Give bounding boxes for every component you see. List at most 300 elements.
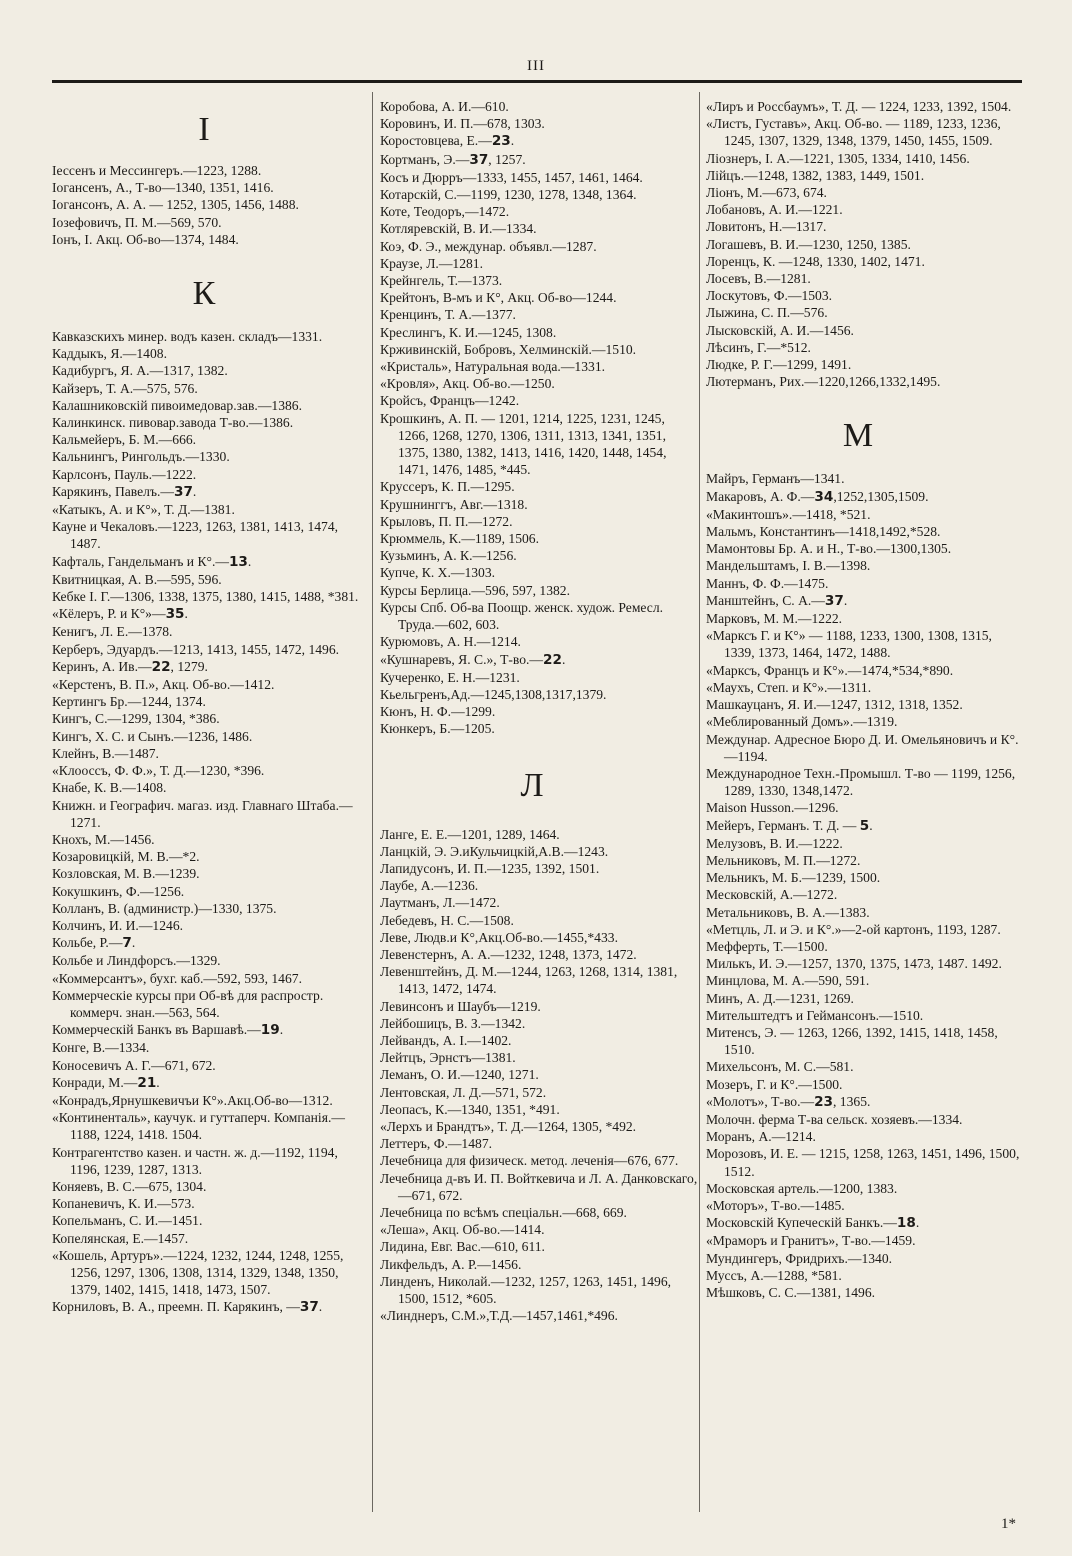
index-entry: [52, 710, 370, 727]
index-entry: [52, 362, 370, 379]
index-entry: [706, 627, 1024, 661]
index-entry: [52, 1230, 370, 1247]
entry-text: Машкауцанъ, Я. И.—1247, 1312, 1318, 1352.: [706, 697, 963, 713]
entry-text: Левинсонъ и Шаубъ—1219.: [380, 998, 541, 1014]
entry-text: Коровинъ, И. П.—678, 1303.: [380, 116, 545, 132]
entry-text: Крошкинъ, А. П. — 1201, 1214, 1225, 1231, 1245, 1266, 1268, 1270, 1306, 1311, 1313, 1341, 1351, 1375, 1380, 1382, 1413, 1416, 1420, 1448, 1454, 1471, 1476, 1485, *445.: [380, 410, 667, 478]
entry-text: Ловитонъ, Н.—1317.: [706, 219, 827, 235]
entry-text: «Кошель, Артуръ».—1224, 1232, 1244, 1248, 1255, 1256, 1297, 1306, 1308, 1314, 1329, 1348, 1350, 1379, 1402, 1415, 1418, 1473, 1507.: [52, 1247, 344, 1298]
entry-text: Молочн. ферма Т-ва сельск. хозяевъ.—1334.: [706, 1111, 963, 1127]
entry-text: Митенсъ, Э. — 1263, 1266, 1392, 1415, 1418, 1458, 1510.: [706, 1024, 998, 1058]
index-entry: [380, 826, 698, 843]
entry-text: Козаровицкій, М. В.—*2.: [52, 849, 200, 865]
index-entry: [380, 1152, 698, 1169]
index-entry: [380, 1170, 698, 1204]
entry-text: Клейнъ, В.—1487.: [52, 745, 159, 761]
entry-text: «Метцль, Л. и Э. и К°.»—2-ой картонъ, 1193, 1287.: [706, 921, 1001, 937]
entry-text: «Молотъ», Т-во.—: [706, 1093, 815, 1109]
entry-text: Кройсъ, Францъ—1242.: [380, 393, 520, 409]
entry-text: Карякинъ, Павелъ.—: [52, 483, 174, 499]
entry-text: Майръ, Германъ—1341.: [706, 471, 845, 487]
entry-text: Коносевичъ А. Г.—671, 672.: [52, 1057, 216, 1073]
index-entry: [380, 375, 698, 392]
entry-text: «Меблированный Домъ».—1319.: [706, 714, 898, 730]
index-entry: [52, 214, 370, 231]
index-entry: [380, 220, 698, 237]
entry-text: Котарскій, С.—1199, 1230, 1278, 1348, 1364.: [380, 187, 637, 203]
entry-text: Кебке I. Г.—1306, 1338, 1375, 1380, 1415, 1488, *381.: [52, 589, 359, 605]
entry-text: Моранъ, А.—1214.: [706, 1129, 816, 1145]
section-letter: М: [842, 417, 874, 455]
index-entry: [706, 356, 1024, 373]
index-entry: [380, 651, 698, 669]
index-entry: [52, 1298, 370, 1316]
index-entry: [706, 470, 1024, 487]
index-entry: [52, 1178, 370, 1195]
index-entry: [52, 1247, 370, 1299]
index-entry: [706, 679, 1024, 696]
entry-text: Коте, Теодоръ,—1472.: [380, 204, 510, 220]
index-entry: [380, 998, 698, 1015]
entry-text: Iонъ, I. Акц. Об-во—1374, 1484.: [52, 231, 239, 247]
index-entry: [706, 540, 1024, 557]
entry-text: Ліознеръ, I. А.—1221, 1305, 1334, 1410, 1456.: [706, 150, 970, 166]
entry-text: Леттеръ, Ф.—1487.: [380, 1136, 493, 1152]
index-entry: [706, 236, 1024, 253]
index-entry: [380, 169, 698, 186]
index-entry: [706, 557, 1024, 574]
index-entry: [380, 669, 698, 686]
entry-bold-page: 7: [122, 935, 132, 952]
entry-text: Крживинскій, Бобровъ, Хелминскій.—1510.: [380, 341, 637, 357]
entry-text: Мефферть, Т.—1500.: [706, 938, 828, 954]
entry-text-after: .: [192, 483, 197, 499]
entry-text: Кортманъ, Э.—: [380, 151, 470, 167]
index-entry: [380, 272, 698, 289]
entry-text-after: .: [131, 935, 136, 951]
index-entry: [706, 904, 1024, 921]
entry-text: Кузьминъ, А. К.—1256.: [380, 548, 517, 564]
index-entry: [706, 98, 1024, 115]
entry-text: Краузе, Л.—1281.: [380, 255, 484, 271]
entry-text: Конради, М.—: [52, 1074, 138, 1090]
index-entry: [380, 238, 698, 255]
section-letter: Л: [520, 766, 544, 804]
entry-text: «Леша», Акц. Об-во.—1414.: [380, 1222, 545, 1238]
entry-text: Iогансонъ, А. А. — 1252, 1305, 1456, 1488.: [52, 197, 299, 213]
column-divider: [699, 92, 700, 1512]
entry-text: Леопасъ, К.—1340, 1351, *491.: [380, 1101, 560, 1117]
index-entry: [706, 167, 1024, 184]
entry-text-after: .: [318, 1299, 323, 1315]
index-entry: [380, 633, 698, 650]
entry-text: «Марксъ Г. и К°» — 1188, 1233, 1300, 1308, 1315, 1339, 1373, 1464, 1472, 1488.: [706, 628, 992, 661]
entry-text: Минъ, А. Д.—1231, 1269.: [706, 990, 854, 1006]
index-entry: [52, 676, 370, 693]
entry-text: Коростовцева, Е.—: [380, 133, 492, 149]
index-entry: [706, 799, 1024, 816]
index-entry: [380, 115, 698, 132]
entry-text: «Лиръ и Россбаумъ», Т. Д. — 1224, 1233, 1392, 1504.: [706, 99, 1012, 114]
entry-text: Колчинъ, И. И.—1246.: [52, 917, 184, 933]
entry-text: Кьельгренъ,Ад.—1245,1308,1317,1379.: [380, 686, 607, 702]
entry-text: Милькъ, И. Э.—1257, 1370, 1375, 1473, 1487. 1492.: [706, 956, 1002, 972]
index-entry: [52, 397, 370, 414]
signature-mark: 1*: [1001, 1516, 1016, 1532]
entry-bold-page: 37: [469, 151, 489, 168]
index-entry: [706, 270, 1024, 287]
entry-text: Курсы Спб. Об-ва Поощр. женск. худож. Ремесл. Труда.—602, 603.: [380, 599, 664, 633]
entry-text-after: , 1257.: [488, 151, 526, 167]
entry-text: «Кёлеръ, Р. и К°»—: [52, 606, 166, 622]
index-entry: [706, 592, 1024, 610]
index-column-2: [380, 98, 698, 1324]
index-entry: [706, 1267, 1024, 1284]
entry-text: Кнохъ, М.—1456.: [52, 831, 155, 847]
index-entry: [706, 201, 1024, 218]
index-entry: [52, 571, 370, 588]
entry-text: Кокушкинъ, Ф.—1256.: [52, 883, 185, 899]
entry-text: Копаневичъ, К. И.—573.: [52, 1196, 195, 1212]
index-entry: [380, 877, 698, 894]
index-entry: [52, 623, 370, 640]
index-entry: [380, 98, 698, 115]
entry-text: Кальмейеръ, Б. М.—666.: [52, 432, 197, 448]
index-entry: [380, 843, 698, 860]
index-entry: [706, 150, 1024, 167]
entry-bold-page: 18: [896, 1215, 916, 1232]
entry-text: Мельниковъ, М. П.—1272.: [706, 852, 861, 868]
entry-text: «Катыкъ, А. и К°», Т. Д.—1381.: [52, 502, 235, 518]
index-entry: [706, 972, 1024, 989]
entry-text-after: ,1252,1305,1509.: [833, 488, 929, 504]
section-letter: I: [198, 111, 210, 148]
index-entry: [52, 1212, 370, 1229]
entry-text-after: .: [279, 1022, 284, 1038]
entry-bold-page: 22: [151, 658, 171, 675]
index-entry: [52, 1057, 370, 1074]
entry-text: Леве, Людв.и К°,Акц.Об-во.—1455,*433.: [380, 929, 618, 945]
entry-text: Каддыкъ, Я.—1408.: [52, 346, 167, 362]
entry-text: Коэ, Ф. Э., междунар. объявл.—1287.: [380, 238, 597, 254]
index-entry: [706, 1197, 1024, 1214]
index-entry: [706, 1007, 1024, 1024]
entry-text: Михельсонъ, М. С.—581.: [706, 1059, 854, 1075]
entry-text: Котляревскій, В. И.—1334.: [380, 221, 537, 237]
entry-text: Людке, Р. Г.—1299, 1491.: [706, 357, 852, 373]
section-letter: К: [192, 275, 216, 313]
index-entry: [706, 253, 1024, 270]
entry-text: Мейеръ, Германъ. Т. Д. —: [706, 817, 860, 833]
index-entry: [380, 894, 698, 911]
entry-text: Ланцкій, Э. Э.иКульчицкій,А.В.—1243.: [380, 843, 609, 859]
index-entry: [52, 1144, 370, 1178]
index-entry: [380, 1204, 698, 1221]
index-entry: [380, 599, 698, 633]
entry-text: Левенштейнъ, Д. М.—1244, 1263, 1268, 1314, 1381, 1413, 1472, 1474.: [380, 964, 678, 997]
index-entry: [706, 1145, 1024, 1179]
index-entry: [52, 745, 370, 762]
entry-text: Кингъ, С.—1299, 1304, *386.: [52, 711, 220, 727]
entry-text: Кучеренко, Е. Н.—1231.: [380, 669, 520, 685]
entry-text: Кадибургъ, Я. А.—1317, 1382.: [52, 363, 228, 379]
entry-text: Козловская, М. В.—1239.: [52, 866, 200, 882]
entry-text: «Лерхъ и Брандтъ», Т. Д.—1264, 1305, *492.: [380, 1118, 637, 1134]
entry-bold-page: 37: [173, 483, 193, 500]
column-divider: [372, 92, 373, 1512]
entry-text-after: , 1365.: [833, 1093, 871, 1109]
entry-text: Коммерческіе курсы при Об-вѣ для распростр. коммерч. знан.—563, 564.: [52, 987, 324, 1020]
entry-text: Маннъ, Ф. Ф.—1475.: [706, 575, 829, 591]
entry-text: Лѣсинъ, Г.—*512.: [706, 339, 811, 355]
index-entry: [706, 1180, 1024, 1197]
index-entry: [52, 952, 370, 969]
index-entry: [380, 358, 698, 375]
index-entry: [52, 970, 370, 987]
entry-text: Лечебница для физическ. метод. леченія—676, 677.: [380, 1153, 679, 1169]
index-entry: [52, 917, 370, 934]
entry-text: Лыжина, С. П.—576.: [706, 305, 828, 321]
index-entry: [380, 929, 698, 946]
index-entry: [380, 186, 698, 203]
index-entry: [380, 1118, 698, 1135]
index-entry: [380, 547, 698, 564]
index-entry: [706, 339, 1024, 356]
entry-text: «Линднеръ, С.М.»,Т.Д.—1457,1461,*496.: [380, 1308, 618, 1324]
entry-text: Лечебница по всѣмъ спеціальн.—668, 669.: [380, 1204, 627, 1220]
entry-text: Минцлова, М. А.—590, 591.: [706, 973, 870, 989]
entry-text: Московскій Купеческій Банкъ.—: [706, 1215, 897, 1231]
entry-text: Кюнкеръ, Б.—1205.: [380, 721, 495, 737]
entry-text: Круссеръ, К. П.—1295.: [380, 479, 515, 495]
index-entry: [52, 483, 370, 501]
entry-text-after: .: [869, 817, 873, 833]
index-entry: [380, 1066, 698, 1083]
entry-text: Книжн. и Географич. магаз. изд. Главнаго Штаба.—1271.: [52, 797, 353, 830]
entry-text: Коробова, А. И.—610.: [380, 99, 509, 114]
index-entry: [706, 523, 1024, 540]
entry-bold-page: 34: [814, 488, 834, 505]
entry-bold-page: 35: [165, 606, 185, 623]
entry-text: Кнабе, К. В.—1408.: [52, 780, 167, 796]
entry-text: Ликфельдъ, А. Р.—1456.: [380, 1256, 522, 1272]
index-entry: [52, 883, 370, 900]
entry-text: Коняевъ, В. С.—675, 1304.: [52, 1178, 207, 1194]
index-entry: [706, 115, 1024, 149]
index-entry: [706, 817, 1024, 835]
entry-text: Мѣшковъ, С. С.—1381, 1496.: [706, 1285, 876, 1300]
index-entry: [706, 938, 1024, 955]
index-entry: [52, 1109, 370, 1143]
index-entry: [380, 410, 698, 479]
index-entry: [706, 869, 1024, 886]
index-entry: [706, 488, 1024, 506]
entry-text: Лоренцъ, К. —1248, 1330, 1402, 1471.: [706, 253, 925, 269]
entry-text: «Конрадъ,Ярнушкевичъи К°».Акц.Об-во—1312.: [52, 1092, 333, 1108]
entry-text: Мундингеръ, Фридрихъ.—1340.: [706, 1250, 893, 1266]
index-entry: [52, 431, 370, 448]
entry-text: Метальниковъ, В. А.—1383.: [706, 904, 870, 920]
entry-text: Iозефовичъ, П. М.—569, 570.: [52, 214, 222, 230]
entry-text: Ліонъ, М.—673, 674.: [706, 185, 827, 201]
entry-text: Iогансенъ, А., Т-во—1340, 1351, 1416.: [52, 180, 274, 196]
index-entry: [52, 501, 370, 518]
index-entry: [52, 553, 370, 571]
entry-text: Калашниковскій пивоимедовар.зав.—1386.: [52, 397, 302, 413]
entry-text: Крюммель, К.—1189, 1506.: [380, 531, 539, 547]
index-entry: [52, 865, 370, 882]
entry-text: «Марксъ, Францъ и К°».—1474,*534,*890.: [706, 662, 954, 678]
entry-text: Мельникъ, М. Б.—1239, 1500.: [706, 870, 881, 886]
index-entry: [380, 306, 698, 323]
index-entry: [52, 162, 370, 179]
index-entry: [380, 582, 698, 599]
entry-text: Макаровъ, А. Ф.—: [706, 488, 815, 504]
index-entry: [52, 518, 370, 552]
entry-text: Леманъ, О. И.—1240, 1271.: [380, 1067, 539, 1083]
index-entry: [706, 1024, 1024, 1058]
entry-text: Лысковскій, А. И.—1456.: [706, 322, 854, 338]
index-entry: [706, 662, 1024, 679]
index-entry: [706, 852, 1024, 869]
entry-text: Лапидусонъ, И. П.—1235, 1392, 1501.: [380, 860, 600, 876]
index-entry: [52, 1074, 370, 1092]
index-entry: [706, 1214, 1024, 1232]
index-entry: [706, 731, 1024, 765]
entry-text: Линденъ, Николай.—1232, 1257, 1263, 1451, 1496, 1500, 1512, *605.: [380, 1273, 672, 1306]
index-entry: [380, 912, 698, 929]
index-entry: [52, 762, 370, 779]
entry-text: «Коммерсантъ», бухг. каб.—592, 593, 1467.: [52, 970, 302, 986]
entry-text-after: .: [915, 1215, 920, 1231]
entry-text: Кафталь, Гандельманъ и К°.—: [52, 553, 229, 569]
entry-text: Карлсонъ, Пауль.—1222.: [52, 466, 197, 482]
entry-text-after: .: [184, 606, 188, 622]
index-entry: [706, 713, 1024, 730]
index-entry: [380, 686, 698, 703]
entry-text: Мамонтовы Бр. А. и Н., Т-во.—1300,1305.: [706, 541, 952, 557]
entry-text: Контрагентство казен. и частн. ж. д.—1192, 1194, 1196, 1239, 1287, 1313.: [52, 1144, 338, 1177]
entry-text-after: , 1279.: [170, 658, 208, 674]
index-entry: [380, 132, 698, 150]
entry-text: Калинкинск. пивовар.завода Т-во.—1386.: [52, 415, 294, 431]
entry-text: «Листъ, Густавъ», Акц. Об-во. — 1189, 1233, 1236, 1245, 1307, 1329, 1348, 1379, 1450, 1455, 1509.: [706, 116, 1001, 149]
index-entry: [380, 1307, 698, 1324]
entry-bold-page: 19: [260, 1022, 280, 1039]
index-entry: [380, 324, 698, 341]
entry-text-after: .: [510, 133, 515, 149]
index-entry: [380, 963, 698, 997]
entry-text: Кальнингъ, Рингольдъ.—1330.: [52, 449, 230, 465]
entry-text: Курюмовъ, А. Н.—1214.: [380, 634, 521, 650]
index-column-1: [52, 98, 370, 1317]
index-entry: [706, 1128, 1024, 1145]
entry-text: «Клооссъ, Ф. Ф.», Т. Д.—1230, *396.: [52, 763, 265, 779]
entry-text: Кольбе, Р.—: [52, 935, 123, 951]
entry-text: Мальмъ, Константинъ—1418,1492,*528.: [706, 524, 941, 540]
index-entry: [380, 392, 698, 409]
index-entry: [52, 231, 370, 248]
index-entry: [380, 1256, 698, 1273]
index-entry: [380, 289, 698, 306]
index-entry: [52, 380, 370, 397]
entry-text: Мозеръ, Г. и К°.—1500.: [706, 1076, 843, 1092]
entry-text: Мелузовъ, В. И.—1222.: [706, 835, 843, 851]
index-entry: [706, 990, 1024, 1007]
entry-text: Конге, В.—1334.: [52, 1040, 150, 1056]
index-entry: [706, 184, 1024, 201]
index-entry: [706, 1284, 1024, 1301]
index-entry: [380, 1238, 698, 1255]
index-entry: [52, 448, 370, 465]
entry-text: Косъ и Дюрръ—1333, 1455, 1457, 1461, 1464.: [380, 169, 643, 185]
entry-text: Манштейнъ, С. А.—: [706, 592, 825, 608]
index-entry: [706, 575, 1024, 592]
entry-text-after: .: [156, 1074, 160, 1090]
index-entry: [706, 1111, 1024, 1128]
entry-text: Морозовъ, И. Е. — 1215, 1258, 1263, 1451, 1496, 1500, 1512.: [706, 1146, 1020, 1179]
entry-bold-page: 23: [491, 133, 511, 150]
entry-text: Логашевъ, В. И.—1230, 1250, 1385.: [706, 236, 911, 252]
entry-text: Лаубе, А.—1236.: [380, 878, 479, 894]
index-entry: [52, 900, 370, 917]
index-entry: [706, 287, 1024, 304]
entry-text-after: .: [843, 592, 848, 608]
entry-text: Корниловъ, В. А., преемн. П. Карякинъ, —: [52, 1299, 300, 1315]
index-entry: [52, 779, 370, 796]
header-rule: [52, 80, 1022, 83]
index-entry: [380, 1101, 698, 1118]
index-entry: [706, 955, 1024, 972]
index-entry: [706, 886, 1024, 903]
entry-text: Крыловъ, П. П.—1272.: [380, 513, 513, 529]
index-entry: [52, 605, 370, 623]
entry-text: Мандельштамъ, I. В.—1398.: [706, 558, 871, 574]
index-entry: [380, 564, 698, 581]
index-entry: [380, 1049, 698, 1066]
entry-text: Кренцинъ, Т. А.—1377.: [380, 307, 516, 323]
index-entry: [706, 1076, 1024, 1093]
index-entry: [380, 513, 698, 530]
index-entry: [52, 196, 370, 213]
index-entry: [52, 848, 370, 865]
entry-bold-page: 37: [299, 1299, 319, 1316]
entry-text: Крейтонъ, В-мъ и К°, Акц. Об-во—1244.: [380, 290, 617, 306]
entry-text: Кингъ, Х. С. и Сынъ.—1236, 1486.: [52, 728, 253, 744]
index-entry: [380, 1221, 698, 1238]
entry-text: «Макинтошъ».—1418, *521.: [706, 506, 871, 522]
entry-text: Московская артель.—1200, 1383.: [706, 1180, 898, 1196]
entry-text: Купче, К. Х.—1303.: [380, 565, 496, 581]
entry-text: «Мраморъ и Гранитъ», Т-во.—1459.: [706, 1233, 916, 1249]
entry-text: Керинъ, А. Ив.—: [52, 658, 152, 674]
index-entry: [380, 703, 698, 720]
index-entry: [52, 1039, 370, 1056]
index-entry: [706, 304, 1024, 321]
entry-text: Крушнинггъ, Авг.—1318.: [380, 496, 528, 512]
index-entry: [52, 328, 370, 345]
entry-text: «Кушнаревъ, Я. С.», Т-во.—: [380, 651, 544, 667]
entry-text: Копельманъ, С. И.—1451.: [52, 1213, 203, 1229]
index-entry: [380, 860, 698, 877]
entry-text: «Кровля», Акц. Об-во.—1250.: [380, 376, 555, 392]
index-entry: [52, 831, 370, 848]
entry-text: Керберъ, Эдуардъ.—1213, 1413, 1455, 1472, 1496.: [52, 641, 340, 657]
entry-text: Лечебница д-въ И. П. Войткевича и Л. А. Данковскаго,—671, 672.: [380, 1170, 698, 1203]
index-entry: [380, 946, 698, 963]
index-entry: [52, 414, 370, 431]
entry-bold-page: 13: [228, 553, 248, 570]
